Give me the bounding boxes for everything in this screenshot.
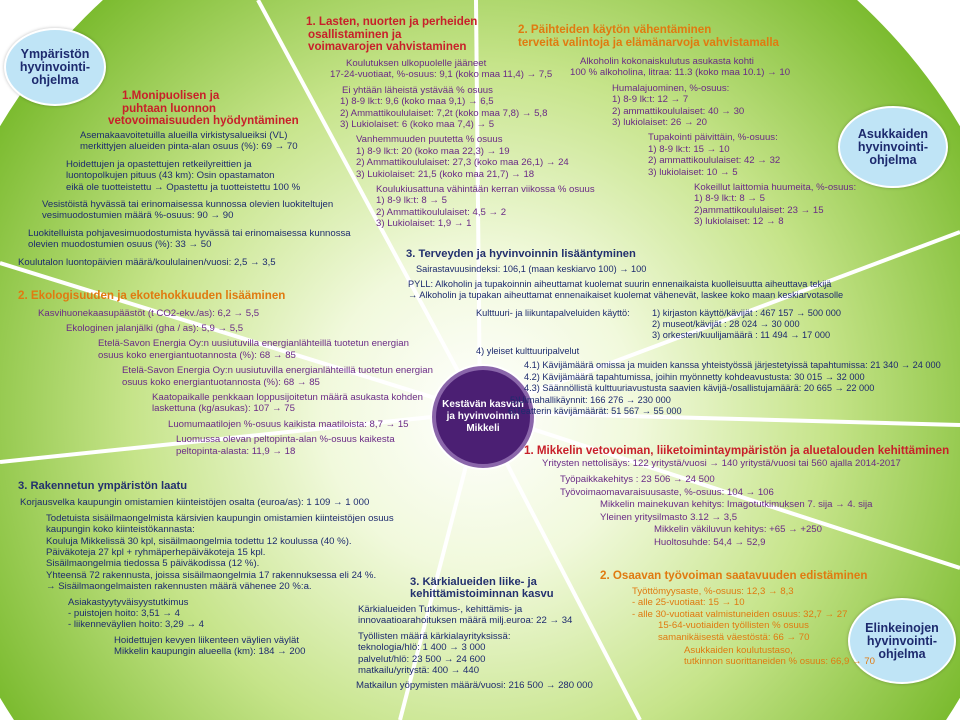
bus2-metric-line: tutkinnon suorittaneiden % osuus: 66,9 → 70 bbox=[684, 656, 875, 668]
res2-metric-line: 1) 8-9 lk:t: 15 → 10 bbox=[648, 143, 730, 155]
res3-metric-line: 6)Teatterin kävijämäärät: 51 567 → 55 000 bbox=[508, 406, 682, 417]
env3-title: 3. Rakennetun ympäristön laatu bbox=[18, 480, 188, 492]
bus1-metric-line: Yleinen yritysilmasto 3.12 → 3,5 bbox=[600, 511, 738, 523]
env1-metric-line: Vesistöistä hyvässä tai erinomaisessa kunnossa olevien luokiteltujen bbox=[42, 199, 334, 211]
env1-metric-line: olevien muodostumien osuus (%): 33 → 50 bbox=[28, 239, 212, 251]
res3-metric-line: 1) kirjaston käyttö/kävijät : 467 157 → 500 000 bbox=[652, 308, 841, 318]
env3-metric-line: Todetuista sisäilmaongelmista kärsivien kaupungin omistamien kiinteistöjen osuus bbox=[46, 512, 394, 524]
bus2-metrics bbox=[632, 586, 875, 668]
env3-metric-line: Korjausvelka kaupungin omistamien kiinteistöjen osalta (euroa/as): 1 109 → 1 000 bbox=[20, 497, 370, 509]
center-label: Kestävän kasvun ja hyvinvoinnin Mikkeli bbox=[442, 399, 524, 434]
env2-metric-line: Luomumaatilojen %-osuus kaikista maatiloista: 8,7 → 15 bbox=[168, 418, 409, 430]
bus2-metric-line: Työttömyysaste, %-osuus: 12,3 → 8,3 bbox=[632, 586, 794, 597]
res2-title-line: terveitä valintoja ja elämänarvoja vahvistamalla bbox=[518, 35, 779, 49]
env2-metric-line: Ekologinen jalanjälki (gha / as): 5,9 → 5,5 bbox=[66, 323, 244, 334]
env1-metric-line: Asemakaavoitetuilla alueilla virkistysalueiksi (VL) bbox=[80, 130, 288, 141]
bus3-block bbox=[410, 576, 554, 601]
res2-metric-line: 2) ammattikoululaiset: 40 → 30 bbox=[612, 105, 745, 117]
environment-program-label: Ympäristön hyvinvointi- ohjelma bbox=[19, 46, 91, 87]
res3-services bbox=[476, 346, 579, 357]
res1-metric-line: 3) Lukiolaiset: 1,9 → 1 bbox=[376, 218, 472, 230]
res1-metric-line: Vanhemmuuden puutetta % osuus bbox=[356, 134, 503, 146]
res3-metric-line: Sairastavuusindeksi: 106,1 (maan keskiarvo 100) → 100 bbox=[416, 264, 647, 275]
bus1-metric-line: Mikkelin väkiluvun kehitys: +65 → +250 bbox=[654, 524, 822, 536]
env3-metric-line: Mikkelin kaupungin alueella (km): 184 → 200 bbox=[114, 646, 306, 658]
res1-metric-line: 2) Ammattikoululaiset: 27,3 (koko maa 26,1) → 24 bbox=[356, 157, 569, 169]
res3-events bbox=[508, 360, 941, 418]
res1-metric-line: 2) Ammattikoululaiset: 7,2t (koko maa 7,8) → 5,8 bbox=[340, 107, 548, 119]
env3-metric-line: kaupungin koko kiinteistökannasta: bbox=[46, 524, 195, 536]
bus3-title-line: 3. Kärkialueiden liike- ja bbox=[410, 576, 537, 588]
res3-culture-values bbox=[652, 308, 841, 341]
env3-metric-line: → Sisäilmaongelmaisten rakennusten määrä vähenee 20 %:a. bbox=[46, 581, 312, 593]
res1-title-line: 1. Lasten, nuorten ja perheiden bbox=[306, 15, 478, 28]
res2-metric-line: 2)ammattikoululaiset: 23 → 15 bbox=[694, 204, 824, 216]
res3-metric-line: 4.2) Kävijämäärä tapahtumissa, joihin myönnetty kohdeavustusta: 30 015 → 32 000 bbox=[524, 371, 865, 382]
business-program-label: Elinkeinojen hyvinvointi- ohjelma bbox=[865, 620, 939, 661]
res1-metric-line: 1) 8-9 lk:t: 20 (koko maa 22,3) → 19 bbox=[356, 145, 510, 157]
env1-metric-line: luontopolkujen pituus (43 km): Osin opastamaton bbox=[66, 170, 275, 182]
res2-metric-line: Tupakointi päivittäin, %-osuus: bbox=[648, 132, 778, 144]
residents-program-label: Asukkaiden hyvinvointi- ohjelma bbox=[857, 126, 929, 167]
env3-metric-line: Asiakastyytyväisyystutkimus bbox=[68, 596, 189, 608]
res2-metric-line: Alkoholin kokonaiskulutus asukasta kohti bbox=[580, 56, 754, 67]
res3-metric-line: 5)Uimahallikäynnit: 166 276 → 230 000 bbox=[510, 394, 671, 405]
res1-metric-line: 2) Ammattikoululaiset: 4,5 → 2 bbox=[376, 206, 507, 218]
res2-metrics bbox=[570, 56, 856, 228]
bus1-block bbox=[524, 445, 949, 469]
bus2-metric-line: - alle 30-vuotiaat valmistuneiden osuus: 32,7 → 27 bbox=[632, 608, 848, 620]
res1-metric-line: 17-24-vuotiaat, %-osuus: 9,1 (koko maa 11,4) → 7,5 bbox=[330, 69, 553, 81]
env3-metric-line: Päiväkoteja 27 kpl + ryhmäperhepäiväkoteja 15 kpl. bbox=[46, 547, 266, 559]
bus1-metric-line: Huoltosuhde: 54,4 → 52,9 bbox=[654, 536, 766, 548]
bus2-metric-line: - alle 25-vuotiaat: 15 → 10 bbox=[632, 597, 745, 609]
env1-metric-line: Koulutalon luontopäivien määrä/koululainen/vuosi: 2,5 → 3,5 bbox=[18, 256, 276, 268]
res1-metric-line: Koulutuksen ulkopuolelle jääneet bbox=[346, 58, 487, 69]
bus3-metrics bbox=[358, 604, 593, 692]
res1-metric-line: 3) Lukiolaiset: 21,5 (koko maa 21,7) → 18 bbox=[356, 168, 535, 180]
res1-title-line: voimavarojen vahvistaminen bbox=[308, 40, 467, 54]
env3-metric-line: Kouluja Mikkelissä 30 kpl, sisäilmaongelmia todettu 12 koulussa (40 %). bbox=[46, 535, 352, 547]
res3-metric-line: PYLL: Alkoholin ja tupakoinnin aiheuttamat kuolemat suurin ennenaikaista kuolleisuutta aiheuttava tekijä bbox=[408, 279, 832, 290]
res3-title: 3. Terveyden ja hyvinvoinnin lisääntyminen bbox=[406, 248, 636, 260]
res2-title-line: 2. Päihteiden käytön vähentäminen bbox=[518, 23, 712, 36]
env2-metric-line: Etelä-Savon Energia Oy:n uusiutuvilla energianlähteillä tuotetun energian bbox=[122, 365, 433, 377]
bus1-metric-line: Yritysten nettolisäys: 122 yritystä/vuosi → 140 yritystä/vuosi tai 560 ajalla 2014-2017 bbox=[542, 457, 901, 469]
res3-metric-line: 4.3) Säännöllistä kulttuuriavustusta saavien kävijä-/osallistujamäärä: 20 665 → 22 000 bbox=[524, 383, 875, 394]
bus3-metric-line: teknologia/hlö: 1 400 → 3 000 bbox=[358, 642, 486, 654]
env3-metric-line: Sisäilmaongelmia tiedossa 5 päiväkodissa (12 %). bbox=[46, 558, 260, 570]
env3-metric-line: - liikenneväylien hoito: 3,29 → 4 bbox=[68, 619, 204, 631]
res2-title-block bbox=[518, 24, 779, 49]
environment-program-bubble bbox=[4, 28, 106, 106]
env2-metric-line: osuus koko energiantuotannosta (%): 68 → 85 bbox=[122, 376, 320, 388]
res2-metric-line: 3) lukiolaiset: 12 → 8 bbox=[694, 216, 784, 228]
env1-metric-line: Luokitelluista pohjavesimuodostumista hyvässä tai erinomaisessa kunnossa bbox=[28, 227, 351, 239]
bus2-block bbox=[600, 570, 867, 583]
bus1-metric-line: Mikkelin mainekuvan kehitys: Imagotutkimuksen 7. sija → 4. sija bbox=[600, 499, 873, 511]
res1-metric-line: 1) 8-9 lk:t: 8 → 5 bbox=[376, 195, 447, 207]
bus2-title: 2. Osaavan työvoiman saatavuuden edistäminen bbox=[600, 569, 868, 582]
env3-metric-line: Yhteensä 72 rakennusta, joissa sisäilmaongelmia 17 rakennuksessa eli 24 %. bbox=[46, 569, 377, 581]
res2-metric-line: 1) 8-9 lk:t: 8 → 5 bbox=[694, 193, 765, 205]
env1-metric-line: merkittyjen alueiden pinta-alan osuus (%): 69 → 70 bbox=[80, 141, 298, 153]
bus1-metrics bbox=[560, 474, 872, 550]
bus3-metric-line: Matkailun yöpymisten määrä/vuosi: 216 500 → 280 000 bbox=[356, 680, 593, 692]
bus3-metric-line: palvelut/hlö: 23 500 → 24 600 bbox=[358, 653, 486, 665]
res1-metrics bbox=[330, 58, 595, 230]
bus2-metric-line: Asukkaiden koulutustaso, bbox=[684, 645, 793, 657]
res3-metric-line: Kulttuuri- ja liikuntapalveluiden käyttö: bbox=[476, 308, 630, 318]
res2-metric-line: 100 % alkoholina, litraa: 11.3 (koko maa 10.1) → 10 bbox=[570, 67, 791, 79]
bus3-metric-line: Kärkialueiden Tutkimus-, kehittämis- ja bbox=[358, 604, 523, 615]
res2-metric-line: 1) 8-9 lk:t: 12 → 7 bbox=[612, 94, 689, 106]
env1-title-line: vetovoimaisuuden hyödyntäminen bbox=[108, 114, 299, 128]
env3-metric-line: Hoidettujen kevyen liikenteen väylien väylät bbox=[114, 634, 300, 646]
env1-metrics bbox=[16, 130, 351, 268]
env1-title-line: puhtaan luonnon bbox=[122, 101, 217, 115]
env3-block bbox=[18, 480, 394, 658]
res3-metric-line: 3) orkesteri/kuulijamäärä : 11 494 → 17 000 bbox=[652, 330, 831, 340]
env2-metric-line: laskettuna (kg/asukas): 107 → 75 bbox=[152, 403, 295, 415]
env2-metric-line: Etelä-Savon Energia Oy:n uusiutuvilla energianlähteillä tuotetun energian bbox=[98, 338, 409, 350]
bus2-metric-line: samanikäisestä väestöstä: 66 → 70 bbox=[658, 631, 810, 643]
res1-metric-line: Ei yhtään läheistä ystävää % osuus bbox=[342, 84, 493, 96]
res2-metric-line: 3) lukiolaiset: 10 → 5 bbox=[648, 166, 738, 178]
res1-block bbox=[306, 16, 477, 54]
env2-metric-line: osuus koko energiantuotannosta (%): 68 → 85 bbox=[98, 349, 296, 361]
env2-metric-line: Kaatopaikalle penkkaan loppusijoitetun määrä asukasta kohden bbox=[152, 392, 423, 404]
bus1-title: 1. Mikkelin vetovoiman, liiketoimintaympäristön ja aluetalouden kehittäminen bbox=[524, 444, 950, 457]
env1-title-line: 1.Monipuolisen ja bbox=[122, 89, 220, 102]
bus1-metric-line: Työpaikkakehitys : 23 506 → 24 500 bbox=[560, 474, 715, 485]
env2-metric-line: peltopinta-alasta: 11,9 → 18 bbox=[176, 445, 296, 457]
res3-metric-line: 2) museot/kävijät : 28 024 → 30 000 bbox=[652, 319, 800, 329]
env2-metric-line: Luomussa olevan peltopinta-alan %-osuus kaikesta bbox=[176, 434, 395, 446]
res1-metric-line: 1) 8-9 lk:t: 9,6 (koko maa 9,1) → 6,5 bbox=[340, 96, 494, 108]
res2-metric-line: 2) ammattikoululaiset: 42 → 32 bbox=[648, 155, 781, 167]
env1-metric-line: eikä ole tuotteistettu → Opastettu ja tuotteistettu 100 % bbox=[66, 181, 301, 193]
res3-metric-line: → Alkoholin ja tupakan aiheuttamat ennenaikaiset kuolemat vähenevät, laskee koko maan keskiarvotasolle bbox=[408, 290, 844, 301]
bus2-metric-line: 15-64-vuotiaiden työllisten % osuus bbox=[658, 620, 809, 632]
res2-metric-line: Kokeillut laittomia huumeita, %-osuus: bbox=[694, 182, 857, 194]
env2-block bbox=[18, 290, 433, 457]
res3-block bbox=[406, 248, 843, 305]
res1-metric-line: Koulukiusattuna vähintään kerran viikossa % osuus bbox=[376, 184, 595, 196]
env2-title: 2. Ekologisuuden ja ekotehokkuuden lisääminen bbox=[18, 289, 286, 302]
env1-metric-line: Hoidettujen ja opastettujen retkeilyreittien ja bbox=[66, 158, 252, 170]
env2-metric-line: Kasvihuonekaasupäästöt (t CO2-ekv./as): 6,2 → 5,5 bbox=[38, 307, 260, 319]
res3-culture-label-block bbox=[476, 308, 630, 319]
bus3-title-line: kehittämistoiminnan kasvu bbox=[410, 588, 554, 601]
env1-metric-line: vesimuodostumien määrä %-osuus: 90 → 90 bbox=[42, 210, 234, 222]
bus3-metric-line: innovaatioarahoituksen määrä milj.euroa: 22 → 34 bbox=[358, 615, 573, 627]
env1-title-block bbox=[108, 89, 299, 128]
bus3-metric-line: Työllisten määrä kärkialayrityksissä: bbox=[358, 630, 511, 642]
bus1-metric-line: Työvoimaomavaraisuusaste, %-osuus: 104 → 106 bbox=[560, 486, 774, 498]
bus3-metric-line: matkailu/yritystä: 400 → 440 bbox=[358, 665, 480, 677]
env3-metric-line: - puistojen hoito: 3,51 → 4 bbox=[68, 608, 180, 620]
res3-metric-line: 4) yleiset kulttuuripalvelut bbox=[476, 346, 580, 356]
res3-metric-line: 4.1) Kävijämäärä omissa ja muiden kanssa yhteistyössä järjestetyissä tapahtumissa: 21 340 → 24 000 bbox=[524, 360, 941, 370]
res2-metric-line: Humalajuominen, %-osuus: bbox=[612, 82, 730, 94]
res1-title-line: osallistaminen ja bbox=[308, 27, 402, 41]
res2-metric-line: 3) lukiolaiset: 26 → 20 bbox=[612, 117, 707, 129]
res3-metric-line bbox=[406, 301, 843, 305]
res1-metric-line: 3) Lukiolaiset: 6 (koko maa 7,4) → 5 bbox=[340, 119, 495, 131]
